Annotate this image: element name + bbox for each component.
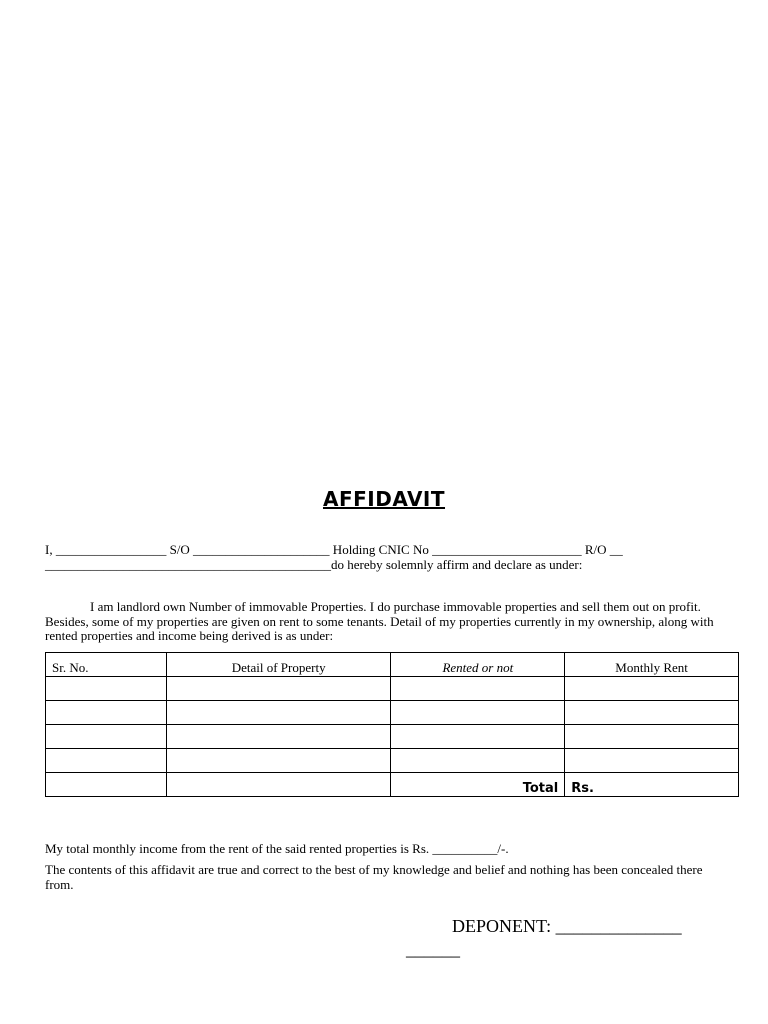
- table-cell[interactable]: [46, 701, 167, 725]
- header-sr-no: Sr. No.: [46, 653, 167, 677]
- table-cell[interactable]: [46, 749, 167, 773]
- property-paragraph: [45, 600, 715, 644]
- declaration: [45, 542, 735, 572]
- table-cell: [166, 773, 391, 797]
- header-rented-or-not: Rented or not: [391, 653, 565, 677]
- table-cell[interactable]: [391, 725, 565, 749]
- deponent-signature-line: DEPONENT: ______________: [452, 916, 682, 936]
- table-row: [46, 749, 739, 773]
- total-currency[interactable]: Rs.: [565, 773, 739, 797]
- header-monthly-rent: Monthly Rent: [565, 653, 739, 677]
- table-row: [46, 677, 739, 701]
- total-label: Total: [391, 773, 565, 797]
- table-cell[interactable]: [391, 701, 565, 725]
- table-cell[interactable]: [46, 677, 167, 701]
- table-row: [46, 701, 739, 725]
- table-cell: [46, 773, 167, 797]
- table-cell[interactable]: [391, 677, 565, 701]
- property-paragraph-text: I am landlord own Number of immovable Properties. I do purchase immovable properties and sell them out on profit. Besides, some of my properties are given on rent to some tenants. Detail of my properties currently in my ownership, along with rented properties and income being derived is as under:: [45, 599, 714, 643]
- property-table: [45, 652, 739, 797]
- table-cell[interactable]: [166, 701, 391, 725]
- table-cell[interactable]: [565, 749, 739, 773]
- declaration-line-2: ____________________________________________do hereby solemnly affirm and declare as under:: [45, 557, 583, 572]
- table-cell[interactable]: [391, 749, 565, 773]
- table-row: [46, 725, 739, 749]
- document-title: AFFIDAVIT: [322, 487, 446, 511]
- table-cell[interactable]: [166, 677, 391, 701]
- table-cell[interactable]: [166, 725, 391, 749]
- deponent-signature-line-continued: ______: [406, 939, 460, 959]
- declaration-line-1: I, _________________ S/O _____________________ Holding CNIC No _______________________ R/O __: [45, 542, 623, 557]
- income-statement: My total monthly income from the rent of the said rented properties is Rs. __________/-.: [45, 841, 509, 856]
- table-cell[interactable]: [565, 701, 739, 725]
- table-cell[interactable]: [565, 677, 739, 701]
- table-cell[interactable]: [166, 749, 391, 773]
- table-total-row: [46, 773, 739, 797]
- contents-statement: The contents of this affidavit are true and correct to the best of my knowledge and belief and nothing has been concealed there from.: [45, 862, 703, 892]
- table-header-row: [46, 653, 739, 677]
- header-detail-of-property: Detail of Property: [166, 653, 391, 677]
- table-cell[interactable]: [46, 725, 167, 749]
- table-cell[interactable]: [565, 725, 739, 749]
